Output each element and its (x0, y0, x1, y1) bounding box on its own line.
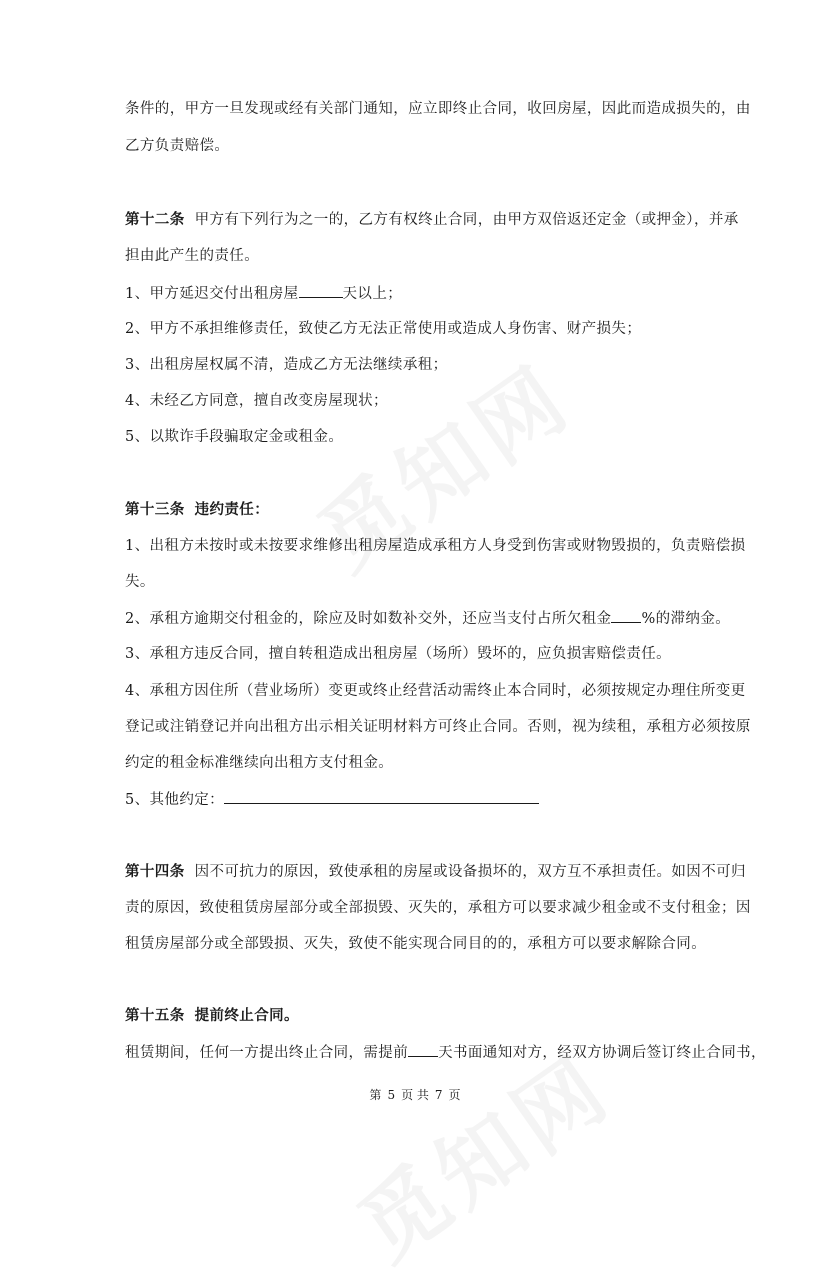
paragraph-line: 租赁房屋部分或全部毁损、灭失，致使不能实现合同目的的，承租方可以要求解除合同。 (125, 936, 707, 952)
article-15-heading (125, 1006, 299, 1026)
list-item-text: 5、其他约定： (125, 792, 225, 808)
paragraph-text: 租赁期间，任何一方提出终止合同，需提前 (125, 1045, 409, 1061)
page-footer (0, 1087, 830, 1103)
article-12-heading (125, 210, 739, 230)
list-item (125, 789, 539, 810)
paragraph-line: 登记或注销登记并向出租方出示相关证明材料方可终止合同。否则，视为续租，承租方必须按原 (125, 719, 751, 735)
current-page-number: 5 (387, 1088, 396, 1102)
article-13-title: 第十三条 (125, 501, 185, 518)
article-13-heading (125, 500, 269, 520)
paragraph-line: 担由此产生的责任。 (125, 248, 260, 264)
article-15-text: 提前终止合同。 (194, 1007, 299, 1024)
list-item-text: 2、承租方逾期交付租金的，除应及时如数补交外，还应当支付占所欠租金 (125, 611, 612, 627)
article-13-text: 违约责任： (194, 501, 270, 518)
fill-in-blank (299, 283, 343, 298)
list-item: 1、出租方未按时或未按要求维修出租房屋造成承租方人身受到伤害或财物毁损的，负责赔偿损 (125, 538, 746, 554)
list-item: 4、未经乙方同意，擅自改变房屋现状； (125, 393, 388, 409)
list-item: 3、承租方违反合同，擅自转租造成出租房屋（场所）毁坏的，应负损害赔偿责任。 (125, 646, 672, 662)
footer-label: 页 (448, 1088, 461, 1102)
paragraph-text: 天书面通知对方，经双方协调后签订终止合同书， (438, 1045, 766, 1061)
total-pages-number: 7 (434, 1088, 443, 1102)
paragraph-line: 约定的租金标准继续向出租方支付租金。 (125, 755, 394, 771)
footer-label: 页 共 (401, 1088, 429, 1102)
list-item: 2、甲方不承担维修责任，致使乙方无法正常使用或造成人身伤害、财产损失； (125, 321, 642, 337)
paragraph-line (125, 1042, 766, 1063)
list-item: 3、出租房屋权属不清，造成乙方无法继续承租； (125, 357, 448, 373)
list-item: 4、承租方因住所（营业场所）变更或终止经营活动需终止本合同时，必须按规定办理住所变更 (125, 683, 746, 699)
paragraph-line: 条件的，甲方一旦发现或经有关部门通知，应立即终止合同，收回房屋，因此而造成损失的，由 (125, 101, 751, 117)
paragraph-line: 失。 (125, 574, 155, 590)
list-item (125, 608, 730, 629)
fill-in-blank (408, 1042, 438, 1057)
list-item: 5、以欺诈手段骗取定金或租金。 (125, 429, 344, 445)
list-item-text: %的滞纳金。 (641, 611, 731, 627)
article-12-title: 第十二条 (125, 211, 185, 228)
article-14-heading (125, 862, 746, 882)
footer-label: 第 (369, 1088, 382, 1102)
article-14-text: 因不可抗力的原因，致使承租的房屋或设备损坏的，双方互不承担责任。如因不可归 (194, 864, 746, 880)
paragraph-line: 乙方负责赔偿。 (125, 138, 230, 154)
fill-in-blank (224, 789, 539, 804)
list-item (125, 283, 402, 304)
article-15-title: 第十五条 (125, 1007, 185, 1024)
paragraph-line: 责的原因，致使租赁房屋部分或全部损毁、灭失的，承租方可以要求减少租金或不支付租金；因 (125, 900, 751, 916)
list-item-text: 天以上； (342, 286, 403, 302)
fill-in-blank (611, 608, 641, 623)
list-item-text: 1、甲方延迟交付出租房屋 (125, 286, 299, 302)
article-12-text: 甲方有下列行为之一的，乙方有权终止合同，由甲方双倍返还定金（或押金），并承 (194, 212, 739, 228)
article-14-title: 第十四条 (125, 863, 185, 880)
